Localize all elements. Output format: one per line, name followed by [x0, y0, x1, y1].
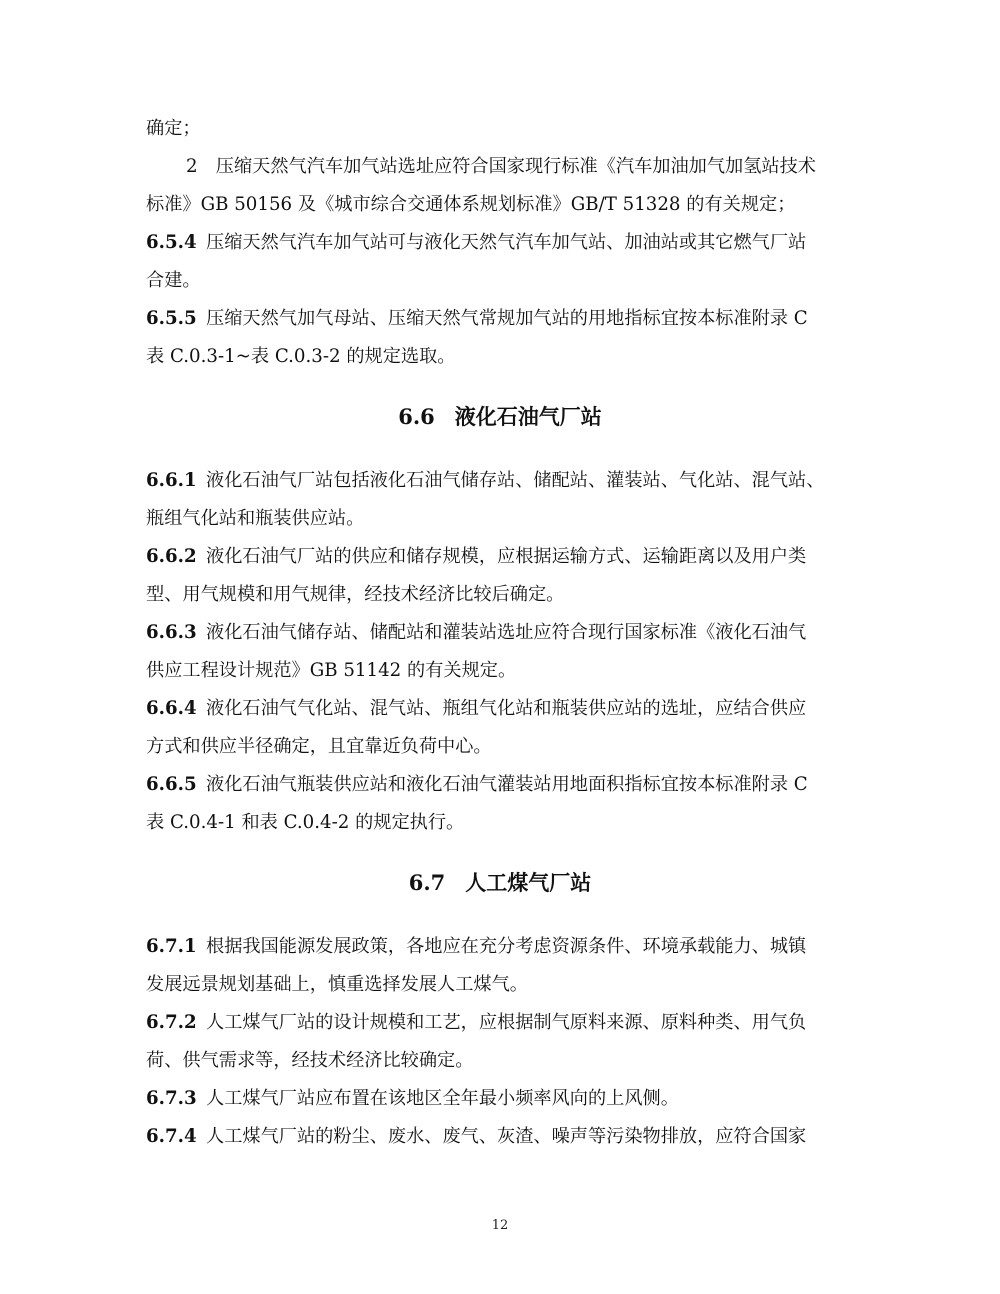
- clause-number: 6.6.4: [146, 698, 197, 719]
- page-number: 12: [491, 1218, 509, 1233]
- clause-6-7-1: [146, 928, 854, 966]
- clause-number: 6.6.5: [146, 774, 197, 795]
- clause-text: 液化石油气储存站、储配站和灌装站选址应符合现行国家标准《液化石油气: [206, 622, 807, 643]
- clause-continuation: 荷、供气需求等，经技术经济比较确定。: [146, 1050, 474, 1071]
- clause-text: 液化石油气厂站的供应和储存规模，应根据运输方式、运输距离以及用户类: [206, 546, 807, 567]
- clause-number: 6.7.4: [146, 1126, 197, 1147]
- clause-continuation: 合建。: [146, 270, 201, 291]
- clause-number: 6.7.2: [146, 1012, 197, 1033]
- clause-continuation: 方式和供应半径确定，且宜靠近负荷中心。: [146, 736, 492, 757]
- clause-text: 液化石油气厂站包括液化石油气储存站、储配站、灌装站、气化站、混气站、: [206, 470, 825, 491]
- section-heading-6-7: [146, 868, 854, 898]
- clause-6-6-2: [146, 538, 854, 576]
- clause-6-7-4: [146, 1118, 854, 1156]
- clause-6-6-3: [146, 614, 854, 652]
- text-line: 2 压缩天然气汽车加气站选址应符合国家现行标准《汽车加油加气加氢站技术: [186, 156, 816, 177]
- clause-number: 6.7.1: [146, 936, 197, 957]
- clause-text: 人工煤气厂站的设计规模和工艺，应根据制气原料来源、原料种类、用气负: [206, 1012, 807, 1033]
- clause-continuation: 表 C.0.4-1 和表 C.0.4-2 的规定执行。: [146, 812, 465, 833]
- clause-text: 压缩天然气加气母站、压缩天然气常规加气站的用地指标宜按本标准附录 C: [206, 308, 808, 329]
- clause-6-6-1: [146, 462, 854, 500]
- clause-number: 6.6.1: [146, 470, 197, 491]
- clause-number: 6.7.3: [146, 1088, 197, 1109]
- clause-continuation: 瓶组气化站和瓶装供应站。: [146, 508, 365, 529]
- clause-text: 液化石油气气化站、混气站、瓶组气化站和瓶装供应站的选址，应结合供应: [206, 698, 807, 719]
- section-heading-6-6: [146, 402, 854, 432]
- clause-6-7-3: [146, 1080, 854, 1118]
- clause-continuation: 型、用气规模和用气规律，经技术经济比较后确定。: [146, 584, 565, 605]
- section-title: 人工煤气厂站: [465, 870, 592, 895]
- clause-6-5-5: [146, 300, 854, 338]
- section-title: 液化石油气厂站: [454, 404, 602, 429]
- clause-number: 6.6.3: [146, 622, 197, 643]
- clause-continuation: 发展远景规划基础上，慎重选择发展人工煤气。: [146, 974, 528, 995]
- text-line: 标准》GB 50156 及《城市综合交通体系规划标准》GB/T 51328 的有关规定；: [146, 194, 796, 215]
- clause-number: 6.5.4: [146, 232, 197, 253]
- section-number: 6.6: [398, 404, 435, 429]
- section-number: 6.7: [408, 870, 446, 895]
- clause-6-6-5: [146, 766, 854, 804]
- clause-text: 压缩天然气汽车加气站可与液化天然气汽车加气站、加油站或其它燃气厂站: [206, 232, 807, 253]
- clause-text: 人工煤气厂站应布置在该地区全年最小频率风向的上风侧。: [206, 1088, 679, 1109]
- clause-number: 6.6.2: [146, 546, 197, 567]
- clause-continuation: 表 C.0.3-1~表 C.0.3-2 的规定选取。: [146, 346, 456, 367]
- clause-text: 人工煤气厂站的粉尘、废水、废气、灰渣、噪声等污染物排放，应符合国家: [206, 1126, 807, 1147]
- clause-text: 根据我国能源发展政策，各地应在充分考虑资源条件、环境承载能力、城镇: [206, 936, 807, 957]
- text-line: 确定；: [146, 118, 201, 139]
- clause-6-6-4: [146, 690, 854, 728]
- clause-number: 6.5.5: [146, 308, 197, 329]
- clause-continuation: 供应工程设计规范》GB 51142 的有关规定。: [146, 660, 517, 681]
- clause-6-5-4: [146, 224, 854, 262]
- clause-6-7-2: [146, 1004, 854, 1042]
- clause-text: 液化石油气瓶装供应站和液化石油气灌装站用地面积指标宜按本标准附录 C: [206, 774, 808, 795]
